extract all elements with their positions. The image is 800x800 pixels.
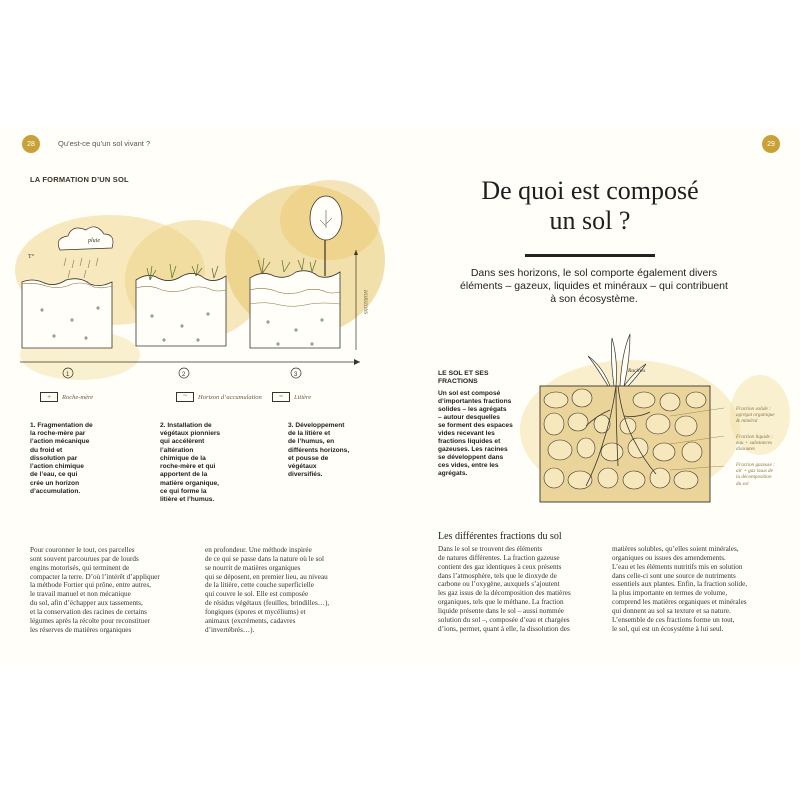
legend-bedrock-label: Roche-mère xyxy=(62,393,94,401)
soil-block-1 xyxy=(22,279,112,348)
left-folio: 28 xyxy=(22,135,40,153)
left-body-column-2: en profondeur. Une méthode inspirée de ce qui se passe dans la nature où le sol se nourrit de matières organiques qui se déposent, en premier lieu, au niveau de la litière, cette couche superficielle qui couvre le sol. Elle est composée de résidus végétaux (feuilles, brindilles…), fongiques (spores et mycéliums) et animaux (excréments, cadavres d’invertébrés…). xyxy=(205,546,330,634)
running-head: Qu’est-ce qu’un sol vivant ? xyxy=(58,139,151,148)
plus-icon: + xyxy=(40,392,58,402)
legend-litter xyxy=(272,392,311,402)
left-body-column-1: Pour couronner le tout, ces parcelles sont souvent parcourues par de lourds engins motorisés, qui terminent de compacter la terre. D’où l’intérêt d’appliquer la méthode Fortier qui prône, entre autres, le travail manuel et non mécanique du sol, afin d’échapper aux tassements, et la conservation des racines de certains légumes après la récolte pour reconstituer les réserves de matières organiques xyxy=(30,546,160,634)
step-marker-1: 1 xyxy=(66,372,70,378)
right-body-column-1: Dans le sol se trouvent des éléments de natures différentes. La fraction gazeuse contient des gaz identiques à ceux présents dans l’atmosphère, tels que le dioxyde de carbone ou l’oxygène, auxquels s’ajoutent les gaz issus de la décomposition des matières organiques, tels que le méthane. La fraction liquide présente dans le sol – aussi nommée solution du sol –, composée d’eau et chargées d’ions, permet, quant à elle, la dissolution des xyxy=(438,545,571,633)
step-marker-2: 2 xyxy=(182,372,186,378)
soil-formation-illustration xyxy=(0,180,400,410)
sidebar-text: Un sol est composé d’importantes fractions solides – les agrégats – autour desquelles se forment des espaces vides recevant les fractions liquides et gazeuses. Les racines se développent dans ces vides, entre les agrégats. xyxy=(438,390,513,478)
svg-text:T°: T° xyxy=(28,254,35,260)
leaf-icon: ≈ xyxy=(272,392,290,402)
right-body-column-2: matières solubles, qu’elles soient minérales, organiques ou issues des amendements. L’eau et les éléments nutritifs mis en solution dans celle-ci sont une source de nutriments essentiels aux plantes. Enfin, la fraction solide, la plus importante en termes de volume, comprend les matières organiques et minérales qui donnent au sol sa texture et sa nature. L’ensemble de ces fractions forme un tout, le sol, qui est un écosystème à lui seul. xyxy=(612,545,748,633)
caption-step-1: 1. Fragmentation de la roche-mère par l’action mécanique du froid et dissolution par l’action chimique de l’eau, ce qui crée un horizon d’accumulation. xyxy=(30,422,93,495)
figure-title: LA FORMATION D’UN SOL xyxy=(30,175,129,184)
legend-accumulation-label: Horizon d’accumulation xyxy=(198,393,262,401)
caption-step-2: 2. Installation de végétaux pionniers qui accélèrent l’altération chimique de la roche-mère et qui apportent de la matière organique, ce qui forme la litière et l’humus. xyxy=(160,422,221,504)
caption-step-3: 3. Développement de la litière et de l’humus, en différents horizons, et pousse de végétaux diversifiés. xyxy=(288,422,350,479)
legend-litter-label: Litière xyxy=(294,393,312,401)
page-title: De quoi est composé un sol ? xyxy=(481,176,699,235)
horizons-axis-label: HORIZONS xyxy=(362,290,367,315)
legend-accumulation xyxy=(176,392,262,402)
annotation-solid-fraction: Fraction solide : agrégat organique & minéral xyxy=(736,406,775,425)
step-marker-3: 3 xyxy=(294,372,298,378)
legend-bedrock xyxy=(40,392,93,402)
sidebar-title: LE SOL ET SES FRACTIONS xyxy=(438,370,489,386)
right-folio: 29 xyxy=(762,135,780,153)
section-heading: Les différentes fractions du sol xyxy=(438,531,562,542)
cloud-label: pluie xyxy=(88,238,100,244)
wave-icon: ~ xyxy=(176,392,194,402)
annotation-liquid-fraction: Fraction liquide : eau + substances dissoutes xyxy=(736,434,773,453)
title-rule xyxy=(525,254,655,257)
roots-label: Racines xyxy=(628,368,646,374)
intro-text: Dans ses horizons, le sol comporte également divers éléments – gazeux, liquides et minéraux – qui contribuent à son écosystème. xyxy=(460,267,728,306)
annotation-gas-fraction: Fraction gazeuse : air + gaz issus de la décomposition du sol xyxy=(736,462,775,487)
